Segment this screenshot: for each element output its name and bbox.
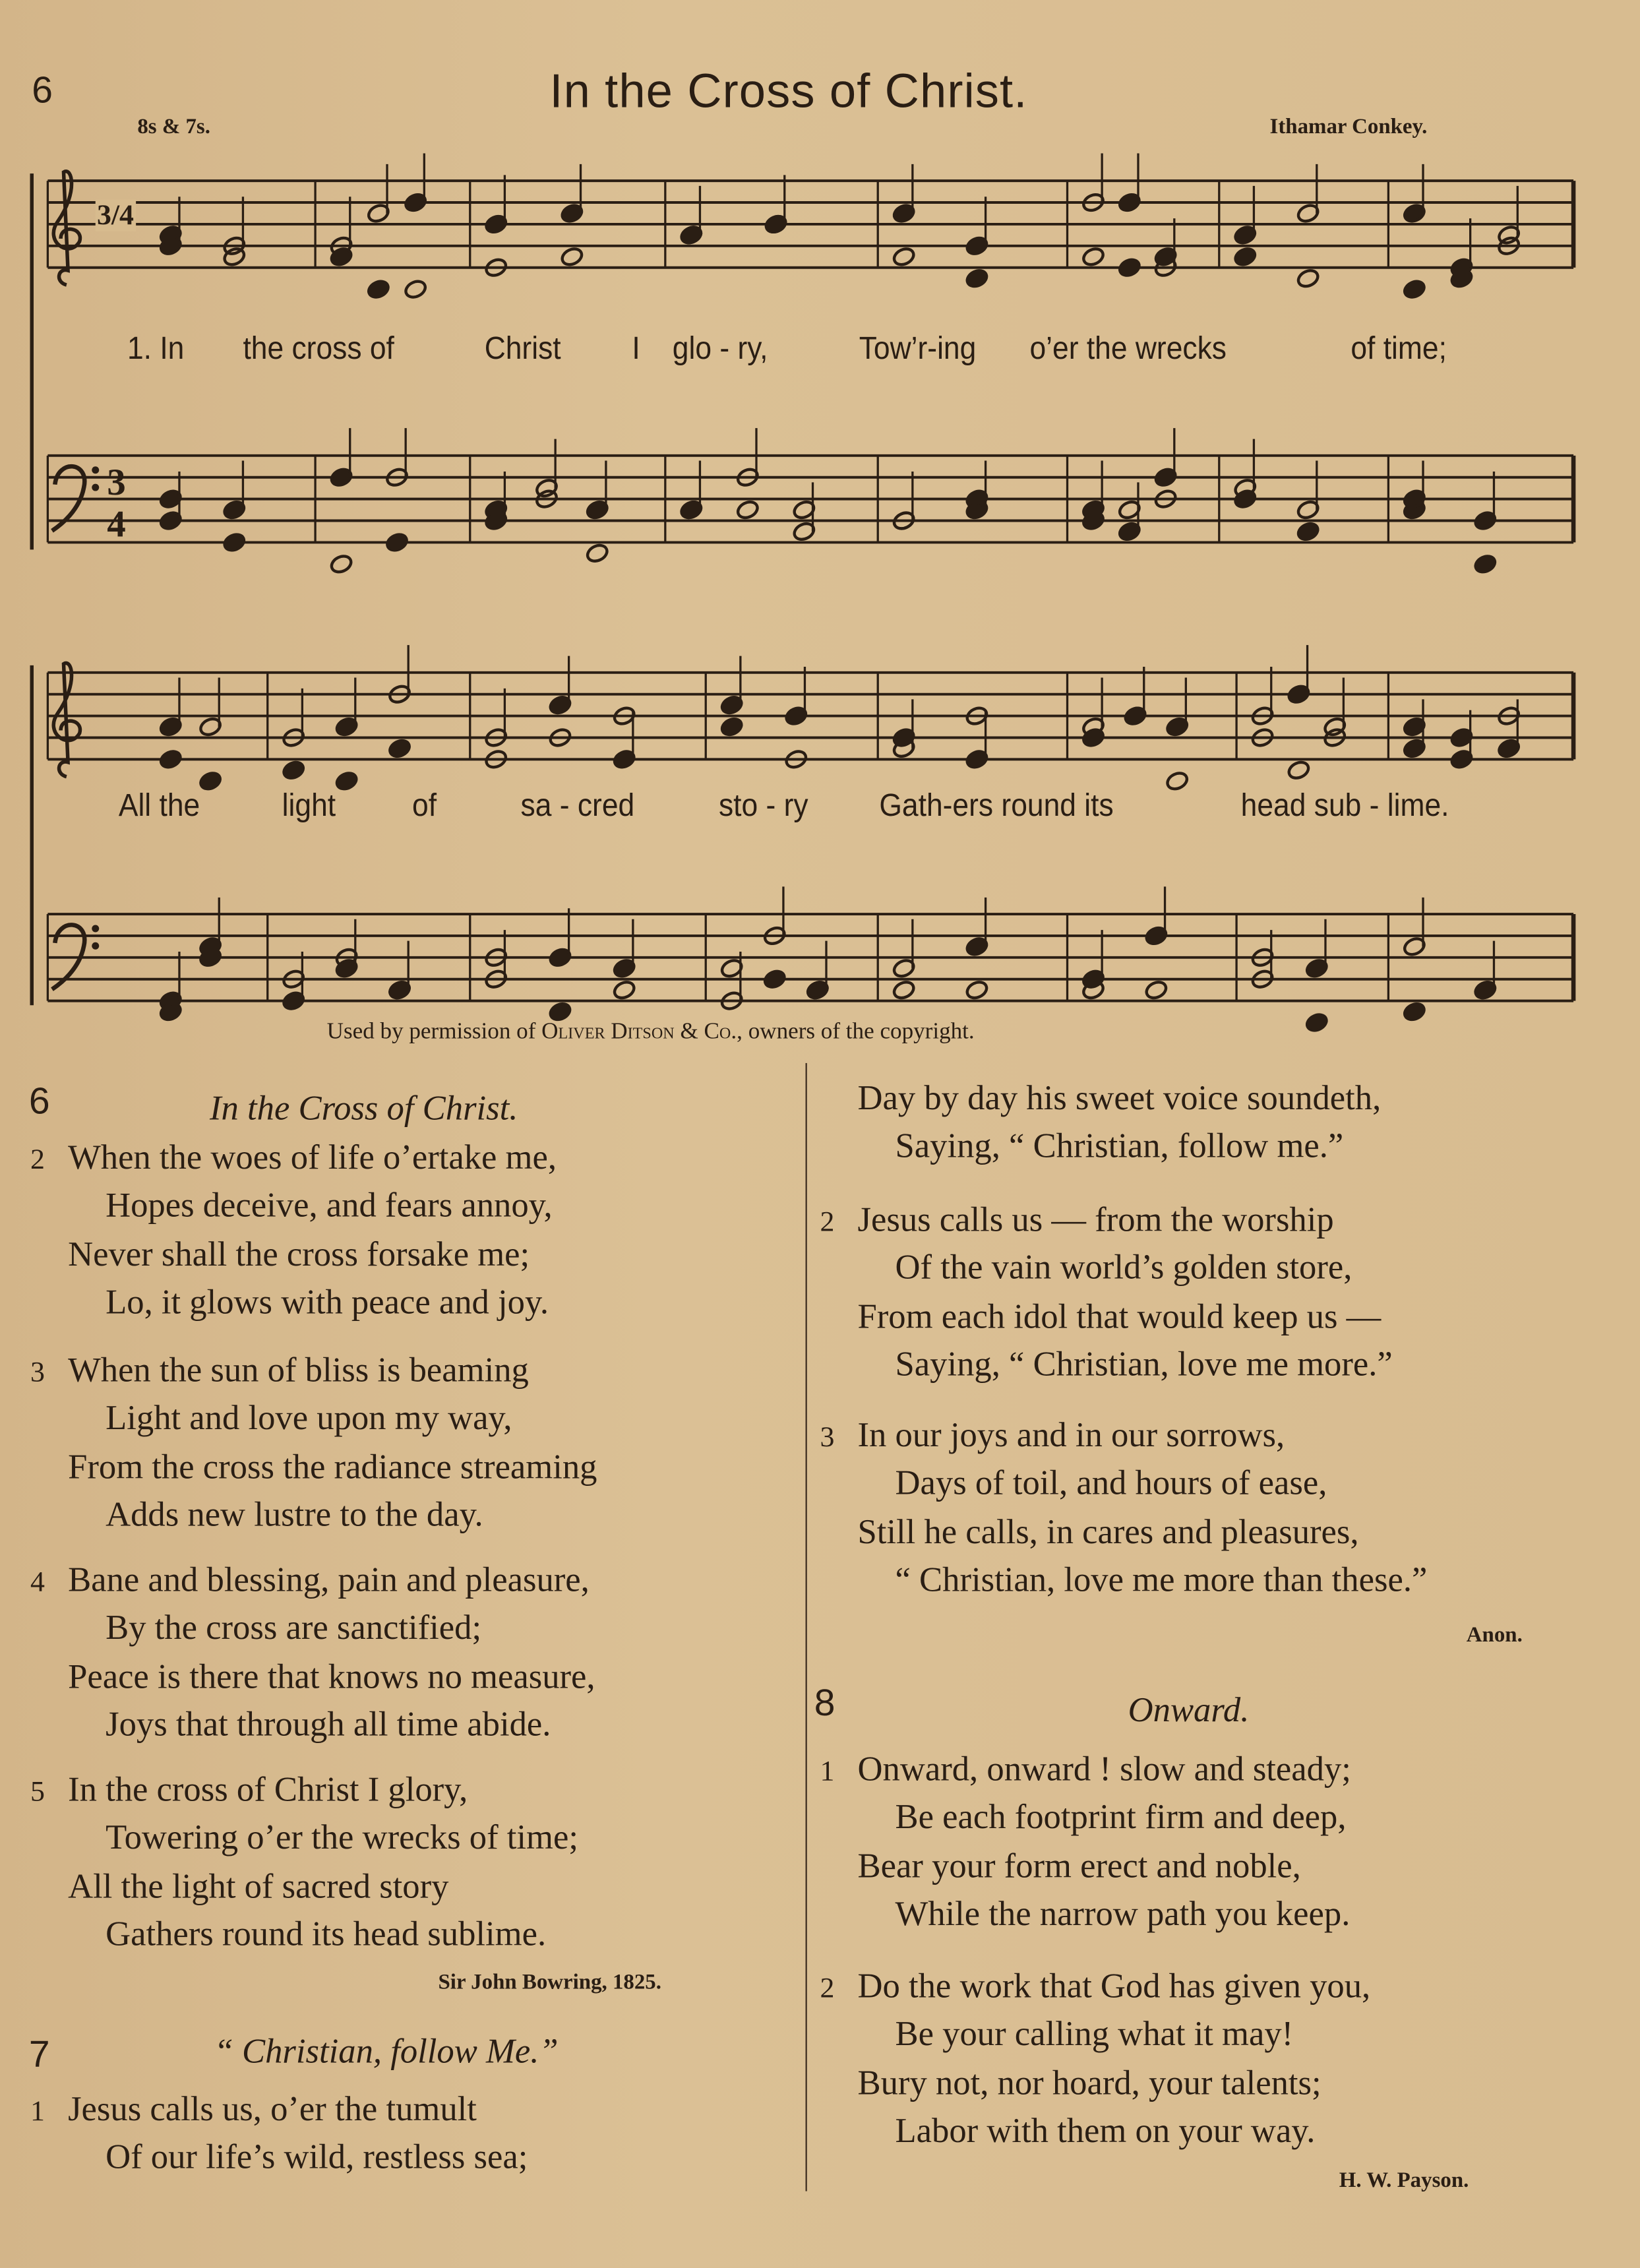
note-head (1144, 979, 1169, 1001)
stanza-number: 1 (30, 2095, 45, 2128)
lyric-syllable: of (412, 787, 437, 823)
verse-line: Still he calls, in cares and pleasures, (857, 1514, 1359, 1552)
music-score (0, 0, 1640, 1041)
note-head (158, 749, 183, 770)
verse-line: In our joys and in our sorrows, (857, 1417, 1285, 1456)
note-head (719, 716, 744, 738)
hymn-heading: Onward. (1128, 1692, 1250, 1730)
verse-line: In the cross of Christ I glory, (68, 1771, 468, 1810)
verse-line: Joys that through all time abide. (106, 1706, 551, 1744)
verse-line: Do the work that God has given you, (857, 1968, 1371, 2006)
lyric-syllable: of time; (1351, 330, 1447, 366)
verse-line: Jesus calls us — from the worship (857, 1202, 1334, 1240)
verse-line: Bear your form erect and noble, (857, 1847, 1301, 1885)
lyric-syllable: Gath-ers round its (879, 787, 1114, 823)
note-head (735, 499, 760, 521)
verse-line: Adds new lustre to the day. (106, 1496, 483, 1535)
verse-line: Gathers round its head sublime. (106, 1916, 547, 1954)
stanza-number: 4 (30, 1566, 45, 1599)
stanza-number: 2 (30, 1144, 45, 1176)
note-head (1233, 246, 1258, 268)
stanza-number: 3 (820, 1421, 835, 1454)
lyric-syllable: glo - ry, (672, 330, 768, 366)
column-divider (806, 1063, 807, 2191)
copyright-firm: Oliver Ditson & Co. (541, 1020, 737, 1045)
note-head (1473, 553, 1498, 575)
bass-clef-dot (92, 925, 99, 932)
verse-line: Day by day his sweet voice soundeth, (857, 1080, 1382, 1119)
time-signature-bottom: 4 (107, 503, 126, 545)
note-head (1402, 278, 1426, 300)
lyric-syllable: sto - ry (718, 787, 808, 823)
hymn-author: Sir John Bowring, 1825. (438, 1971, 662, 1995)
note-head (387, 738, 411, 760)
note-head (1402, 1001, 1426, 1023)
lyric-syllable: o’er the wrecks (1029, 330, 1227, 366)
verse-line: When the sun of bliss is beaming (68, 1352, 529, 1390)
stanza-number: 2 (820, 1973, 835, 2005)
stanza-number: 5 (30, 1776, 45, 1808)
hymn-author: H. W. Payson. (1339, 2169, 1469, 2193)
verse-line: Saying, “ Christian, follow me.” (895, 1128, 1344, 1167)
bass-clef-dot (92, 942, 99, 950)
note-head (282, 759, 306, 781)
lyric-syllable: head sub - lime. (1240, 787, 1449, 823)
note-head (1296, 521, 1320, 543)
verse-line: Labor with them on your way. (895, 2112, 1316, 2151)
note-head (560, 246, 584, 268)
lyric-syllable: Tow’r-ing (859, 330, 977, 366)
note-head (329, 553, 353, 575)
verse-line: From each idol that would keep us — (857, 1298, 1382, 1336)
bass-clef-dot (92, 484, 99, 491)
hymn-number: 7 (28, 2032, 50, 2076)
verse-line: “ Christian, love me more than these.” (895, 1562, 1428, 1600)
bass-clef-dot (92, 466, 99, 474)
note-head (334, 770, 359, 792)
composer: Ithamar Conkey. (1269, 115, 1428, 139)
note-head (222, 532, 247, 553)
note-head (585, 542, 609, 564)
note-head (366, 278, 390, 300)
verse-line: From the cross the radiance streaming (68, 1448, 597, 1486)
verse-line: Jesus calls us, o’er the tumult (68, 2091, 477, 2130)
lyric-syllable: sa - cred (520, 787, 635, 823)
verse-line: Be each footprint firm and deep, (895, 1799, 1347, 1837)
verse-line: Saying, “ Christian, love me more.” (895, 1346, 1393, 1384)
note-head (1081, 246, 1105, 268)
page-number: 6 (32, 68, 53, 111)
verse-line: Onward, onward ! slow and steady; (857, 1751, 1351, 1789)
stanza-number: 1 (820, 1756, 835, 1788)
verse-line: Bane and blessing, pain and pleasure, (68, 1562, 590, 1600)
hymn-heading: In the Cross of Christ. (209, 1090, 518, 1128)
note-head (892, 979, 916, 1001)
lyric-syllable: Christ (484, 330, 561, 366)
lyric-syllable: the cross of (243, 330, 394, 366)
note-head (1304, 1012, 1329, 1033)
meter: 8s & 7s. (137, 115, 210, 139)
verse-line: By the cross are sanctified; (106, 1610, 482, 1648)
note-head (612, 979, 636, 1001)
hymn-heading: “ Christian, follow Me.” (214, 2033, 559, 2071)
lyric-syllable: All the (118, 787, 200, 823)
note-head (892, 246, 916, 268)
verse-line: Days of toil, and hours of ease, (895, 1465, 1327, 1504)
stanza-number: 2 (820, 1206, 835, 1239)
verse-line: Be your calling what it may! (895, 2016, 1294, 2054)
lyric-syllable: I (632, 330, 640, 366)
hymn-number: 8 (814, 1680, 835, 1725)
verse-line: Hopes deceive, and fears annoy, (106, 1188, 553, 1226)
time-signature-top: 3 (107, 462, 126, 504)
note-head (965, 268, 989, 290)
verse-line: Of our life’s wild, restless sea; (106, 2139, 528, 2178)
note-head (1296, 268, 1320, 290)
lyric-syllable: 1. In (127, 330, 185, 366)
lyric-syllable: light (282, 787, 336, 823)
hymn-title: In the Cross of Christ. (549, 63, 1028, 117)
note-head (404, 278, 428, 300)
verse-line: Bury not, nor hoard, your talents; (857, 2064, 1321, 2102)
verse-line: While the narrow path you keep. (895, 1895, 1351, 1934)
copyright-notice (327, 1020, 975, 1045)
verse-line: Of the vain world’s golden store, (895, 1250, 1352, 1288)
note-head (965, 979, 989, 1001)
time-signature: 3/4 (96, 200, 135, 231)
verse-line: All the light of sacred story (68, 1868, 449, 1906)
verse-line: Peace is there that knows no measure, (68, 1658, 595, 1696)
verse-line: When the woes of life o’ertake me, (68, 1140, 557, 1178)
note-head (1117, 257, 1141, 278)
copyright-pre: Used by permission of (326, 1020, 542, 1045)
note-head (762, 968, 787, 990)
verse-line: Light and love upon my way, (106, 1400, 512, 1438)
note-head (198, 770, 223, 792)
stanza-number: 3 (30, 1357, 45, 1389)
verse-line: Lo, it glows with peace and joy. (106, 1284, 549, 1322)
note-head (384, 532, 409, 553)
note-head (1287, 759, 1311, 781)
hymn-author: Anon. (1466, 1624, 1523, 1647)
verse-line: Towering o’er the wrecks of time; (106, 1820, 578, 1858)
copyright-post: , owners of the copyright. (737, 1020, 975, 1045)
verse-line: Never shall the cross forsake me; (68, 1236, 530, 1274)
hymn-number: 6 (28, 1079, 50, 1122)
note-head (1165, 770, 1190, 792)
